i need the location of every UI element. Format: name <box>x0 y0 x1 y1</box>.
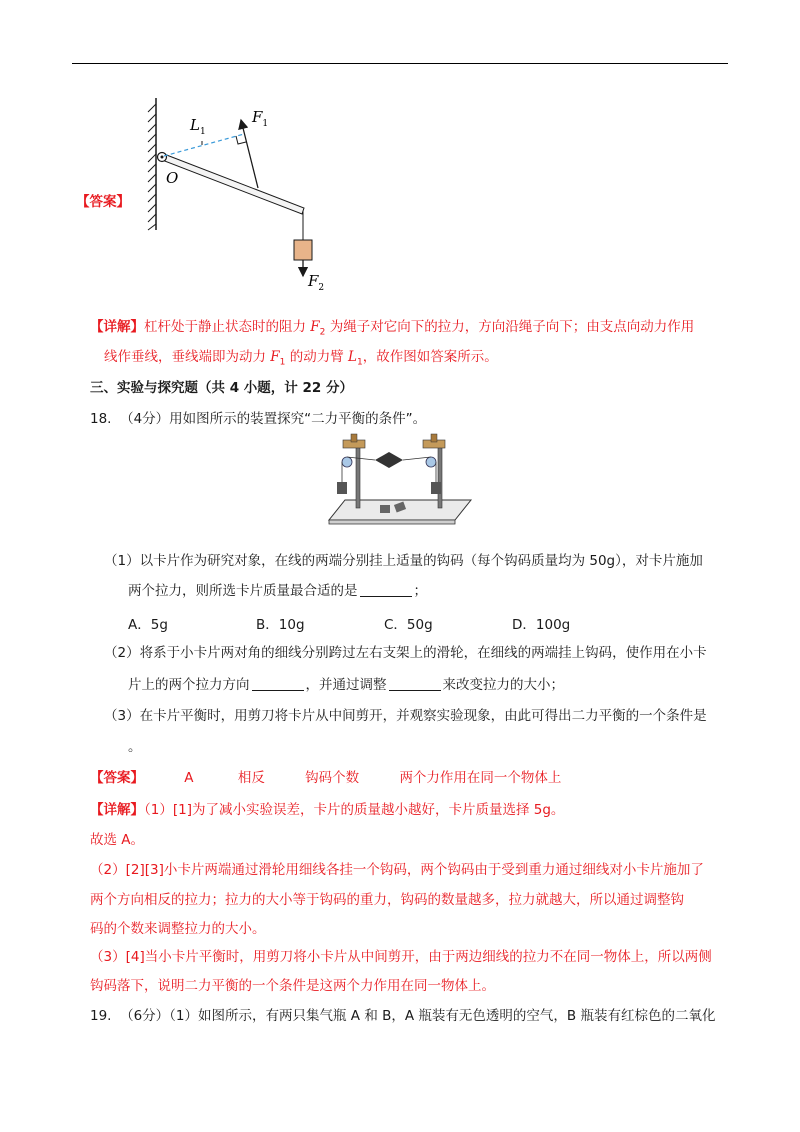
q19-line1: 19. （6分）（1）如图所示，有两只集气瓶 A 和 B，A 瓶装有无色透明的空气，B 瓶装有红棕色的二氧化 <box>90 1008 716 1024</box>
q18-detail-3-line1: （3）[4]当小卡片平衡时，用剪刀将小卡片从中间剪开，由于两边细线的拉力不在同一物体上，所以两侧 <box>90 949 712 965</box>
q18-p1-line2: 两个拉力，则所选卡片质量最合适的是 ； <box>128 583 427 599</box>
right-pulley <box>426 457 436 467</box>
section3-title: 三、实验与探究题（共 4 小题，计 22 分） <box>90 380 353 396</box>
label-F2: $F_2$ <box>308 272 325 293</box>
detail17-line2: 线作垂线，垂线端即为动力 $F_1$ 的动力臂 $L_1$，故作图如答案所示。 <box>104 349 498 368</box>
force-F1-arrow <box>241 120 258 188</box>
q18-detail-2-line3: 码的个数来调整拉力的大小。 <box>90 921 266 937</box>
answer-4: 两个力作用在同一个物体上 <box>399 770 562 786</box>
q18-p3-line1: （3）在卡片平衡时，用剪刀将卡片从中间剪开，并观察实验现象，由此可得出二力平衡的一个条件是 <box>104 708 707 724</box>
weight-block <box>294 240 312 260</box>
answer-blank-1[interactable] <box>360 582 412 597</box>
right-weight <box>431 482 441 494</box>
q18-detail-1b: 故选 A。 <box>90 832 145 848</box>
answer-2: 相反 <box>237 770 265 786</box>
left-pulley <box>342 457 352 467</box>
apparatus-figure <box>325 432 473 528</box>
table-weight-1 <box>380 505 390 513</box>
q18-p3-line2: 。 <box>128 739 142 755</box>
answer-3: 钩码个数 <box>305 770 360 786</box>
q18-detail-2-line2: 两个方向相反的拉力；拉力的大小等于钩码的重力，钩码的数量越多，拉力就越大，所以通过调整钩 <box>90 892 684 908</box>
option-b: B．10g <box>256 617 305 633</box>
label-L1: $L_1$ <box>190 116 206 137</box>
q18-detail-tag: 【详解】 <box>90 802 144 818</box>
wall-hatching <box>148 104 156 230</box>
answer-1: A <box>184 770 194 786</box>
q18-detail-3-line2: 钩码落下，说明二力平衡的一个条件是这两个力作用在同一物体上。 <box>90 978 495 994</box>
header-rule <box>72 63 728 64</box>
q18-stem: 18. （4分）用如图所示的装置探究“二力平衡的条件”。 <box>90 411 427 427</box>
arm-L1-dashed <box>164 134 244 156</box>
q18-p1-line1: （1）以卡片作为研究对象，在线的两端分别挂上适量的钩码（每个钩码质量均为 50g），对卡片施加 <box>104 553 703 569</box>
detail17-line1: 【详解】杠杆处于静止状态时的阻力 $F_2$ 为绳子对它向下的拉力，方向沿绳子向下；由支点向动力作用 <box>90 319 695 338</box>
right-post <box>438 446 442 508</box>
answer-blank-3[interactable] <box>389 676 441 691</box>
apparatus-diagram <box>325 432 473 528</box>
q18-detail-1: 【详解】（1）[1]为了减小实验误差，卡片的质量越小越好，卡片质量选择 5g。 <box>90 802 565 818</box>
option-c: C．50g <box>384 617 433 633</box>
lever-diagram <box>140 90 340 300</box>
q18-detail-2-line1: （2）[2][3]小卡片两端通过滑轮用细线各挂一个钩码，两个钩码由于受到重力通过细线对小卡片施加了 <box>90 862 704 878</box>
q18-p2-line1: （2）将系于小卡片两对角的细线分别跨过左右支架上的滑轮，在细线的两端挂上钩码，使作用在小卡 <box>104 645 707 661</box>
lever-figure <box>140 90 340 300</box>
lever-bar <box>162 154 304 214</box>
option-d: D．100g <box>512 617 571 633</box>
q18-p2-line2: 片上的两个拉力方向 ，并通过调整 来改变拉力的大小； <box>128 677 564 693</box>
card <box>375 452 403 468</box>
label-F1: $F_1$ <box>252 108 269 129</box>
detail17-tag: 【详解】 <box>90 319 144 335</box>
option-a: A．5g <box>128 617 168 633</box>
left-post <box>356 446 360 508</box>
answer-blank-2[interactable] <box>252 676 304 691</box>
label-O: O <box>166 169 179 187</box>
q18-answer-tag: 【答案】 <box>90 770 144 786</box>
left-weight <box>337 482 347 494</box>
right-angle-mark <box>236 136 246 144</box>
q18-answer-row <box>90 768 561 788</box>
answer17-tag: 【答案】 <box>76 194 130 210</box>
